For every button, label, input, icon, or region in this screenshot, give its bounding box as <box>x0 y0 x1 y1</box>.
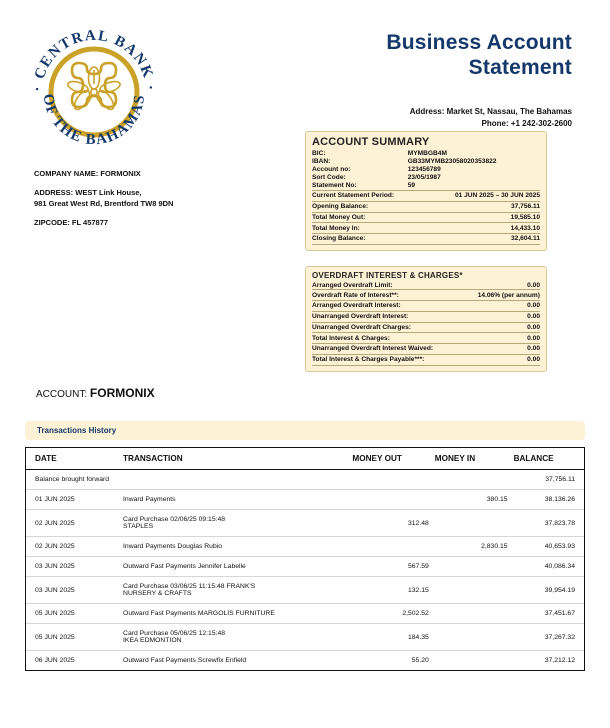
row-balance: 37,212.12 <box>544 657 575 664</box>
row-date: 06 JUN 2025 <box>35 657 75 664</box>
column-header-date: DATE <box>26 448 114 470</box>
row-money-in: 2,830.15 <box>435 537 514 557</box>
column-header-money-in: MONEY IN <box>435 448 514 470</box>
brought-forward-in <box>435 470 514 490</box>
transactions-history-header <box>25 421 585 440</box>
overdraft-value: 0.00 <box>453 344 540 355</box>
row-description-line1: Outward Fast Payments Screwfix Enfield <box>123 657 247 664</box>
row-money-out: 132.15 <box>352 577 434 604</box>
spacer <box>34 209 284 217</box>
row-money-out <box>352 490 434 510</box>
row-date: 05 JUN 2025 <box>26 624 114 651</box>
row-balance: 37,823.78 <box>514 510 584 537</box>
account-label: ACCOUNT: <box>36 389 88 400</box>
row-money-out: 55.20 <box>411 657 429 664</box>
row-description <box>114 604 352 624</box>
row-description <box>114 490 352 510</box>
overdraft-row-interest-waived <box>312 344 540 355</box>
svg-text:OF THE BAHAMAS <box>40 93 149 148</box>
row-balance: 40,653.93 <box>514 537 584 557</box>
overdraft-value: 14.06% (per annum) <box>453 290 540 301</box>
brought-forward-label: Balance brought forward <box>26 470 352 490</box>
row-balance: 39,954.19 <box>514 577 584 604</box>
summary-value: MYMBGB4M <box>407 149 447 157</box>
overdraft-value: 0.00 <box>453 354 540 365</box>
overdraft-row-unarranged-charges <box>312 322 540 333</box>
row-balance: 37,267.32 <box>514 624 584 651</box>
account-summary-table <box>312 149 540 245</box>
brought-forward-balance: 37,756.11 <box>514 470 584 490</box>
row-date: 03 JUN 2025 <box>26 557 114 577</box>
row-description-line1: Outward Fast Payments Jennifer Labelle <box>123 563 246 570</box>
row-money-out: 2,502.52 <box>352 604 434 624</box>
row-balance: 38,136.26 <box>514 490 584 510</box>
summary-row-closing-balance <box>312 234 540 245</box>
bank-seal-icon <box>22 20 162 150</box>
row-description-line1: Outward Fast Payments MARGOLIS FURNITURE <box>123 610 275 617</box>
bank-address: Address: Market St, Nassau, The Bahamas <box>409 107 572 116</box>
summary-value: 14,433.10 <box>408 223 540 234</box>
row-description <box>114 537 352 557</box>
summary-row-statement-no <box>312 182 540 191</box>
table-row <box>26 537 584 557</box>
row-money-in <box>435 651 514 671</box>
table-row <box>26 577 584 604</box>
overdraft-label: Arranged Overdraft Limit: <box>312 281 393 289</box>
account-value: FORMONIX <box>89 386 155 400</box>
overdraft-label: Unarranged Overdraft Interest Waived: <box>312 344 453 355</box>
row-description-line2: IKEA EDMONTION <box>123 637 182 644</box>
column-header-transaction: TRANSACTION <box>114 448 352 470</box>
summary-label: Opening Balance: <box>312 201 408 212</box>
summary-row-sort-code <box>312 174 540 182</box>
summary-row-total-money-in <box>312 223 540 234</box>
account-summary-heading: ACCOUNT SUMMARY <box>312 136 430 148</box>
company-address-line1: ADDRESS: WEST Link House, <box>34 188 142 197</box>
summary-label: IBAN: <box>312 157 331 165</box>
summary-row-period <box>312 190 540 201</box>
row-date: 02 JUN 2025 <box>26 537 114 557</box>
row-description-line2: NURSERY & CRAFTS <box>123 590 192 597</box>
logo-bottom-text: OF THE BAHAMAS <box>39 92 149 149</box>
summary-row-account-no <box>312 165 540 173</box>
row-money-in <box>435 624 514 651</box>
row-date: 03 JUN 2025 <box>26 577 114 604</box>
overdraft-value: 0.00 <box>453 300 540 311</box>
company-zipcode: ZIPCODE: FL 457877 <box>34 218 109 227</box>
company-name: COMPANY NAME: FORMONIX <box>34 169 141 178</box>
row-description <box>114 557 352 577</box>
account-name-line <box>36 386 155 400</box>
row-description-line1: Inward Payments <box>123 496 176 503</box>
transactions-table-body <box>26 470 584 671</box>
summary-label: Sort Code: <box>312 174 346 182</box>
summary-label: Total Money In: <box>312 223 408 234</box>
table-row <box>26 557 584 577</box>
row-date: 01 JUN 2025 <box>26 490 114 510</box>
summary-value: 123456789 <box>407 165 441 173</box>
summary-row-iban <box>312 157 540 165</box>
overdraft-charges-box <box>305 266 547 372</box>
summary-row-total-money-out <box>312 212 540 223</box>
overdraft-label: Arranged Overdraft Interest: <box>312 300 453 311</box>
row-description <box>114 651 352 671</box>
overdraft-label: Unarranged Overdraft Interest: <box>312 311 453 322</box>
account-summary-box <box>305 131 547 251</box>
transactions-table <box>26 448 584 670</box>
page-title-line2: Statement <box>468 56 572 79</box>
row-description-line1: Inward Payments Douglas Rubio <box>123 543 223 550</box>
row-description-line1: Card Purchase 05/06/25 12:15:48 <box>123 630 226 637</box>
table-row <box>26 490 584 510</box>
row-balance: 37,451.67 <box>514 604 584 624</box>
logo-top-text: · CENTRAL BANK · <box>29 27 159 93</box>
table-row <box>26 624 584 651</box>
column-header-money-out: MONEY OUT <box>352 448 434 470</box>
summary-label: Total Money Out: <box>312 212 408 223</box>
table-row <box>26 510 584 537</box>
summary-row-bic <box>312 149 540 157</box>
row-money-in: 380.15 <box>435 490 514 510</box>
row-money-out: 312.48 <box>352 510 434 537</box>
summary-row-opening-balance <box>312 201 540 212</box>
summary-value: GB33MYMB23058020353822 <box>407 157 497 165</box>
row-balance: 40,086.34 <box>514 557 584 577</box>
overdraft-row-rate <box>312 290 540 301</box>
summary-value: 59 <box>407 182 416 190</box>
bank-phone: Phone: +1 242-302-2600 <box>481 118 572 128</box>
page-title <box>242 30 572 80</box>
column-header-balance: BALANCE <box>514 448 584 470</box>
table-row-brought-forward <box>26 470 584 490</box>
transactions-history-title: Transactions History <box>37 426 117 435</box>
overdraft-value: 0.00 <box>453 322 540 333</box>
summary-value: 23/05/1987 <box>407 174 441 182</box>
row-description <box>114 624 352 651</box>
table-header-row <box>26 448 584 470</box>
row-money-out: 567.59 <box>352 557 434 577</box>
overdraft-value: 0.00 <box>453 333 540 344</box>
central-bank-of-the-bahamas-logo <box>22 20 162 150</box>
transactions-table-wrapper <box>25 447 585 671</box>
overdraft-row-limit <box>312 281 540 290</box>
row-description-line1: Card Purchase 02/06/25 09:15:48 <box>123 516 226 523</box>
row-description-line1: Card Purchase 03/06/25 11:15:48 FRANK'S <box>123 583 256 590</box>
summary-value: 19,585.10 <box>408 212 540 223</box>
overdraft-row-total-interest-charges <box>312 333 540 344</box>
overdraft-row-unarranged-interest <box>312 311 540 322</box>
page-title-line1: Business Account <box>386 31 572 54</box>
row-money-out: 184.35 <box>352 624 434 651</box>
overdraft-value: 0.00 <box>527 281 540 289</box>
summary-label: Statement No: <box>312 182 357 190</box>
overdraft-label: Total Interest & Charges: <box>312 333 453 344</box>
row-money-in <box>435 604 514 624</box>
summary-value: 32,604.11 <box>408 234 540 245</box>
overdraft-value: 0.00 <box>453 311 540 322</box>
transactions-table-head <box>26 448 584 470</box>
row-date: 02 JUN 2025 <box>26 510 114 537</box>
company-address-line2: 981 Great West Rd, Brentford TW8 9DN <box>34 199 174 208</box>
overdraft-label: Unarranged Overdraft Charges: <box>312 322 453 333</box>
summary-value: 37,756.11 <box>408 201 540 212</box>
overdraft-table <box>312 281 540 366</box>
summary-label: Account no: <box>312 165 351 173</box>
company-details <box>34 168 284 228</box>
row-description <box>114 510 352 537</box>
overdraft-row-total-payable <box>312 354 540 365</box>
row-money-in <box>435 577 514 604</box>
brought-forward-out <box>352 470 434 490</box>
summary-label: Current Statement Period: <box>312 190 408 201</box>
overdraft-label: Overdraft Rate of Interest**: <box>312 290 453 301</box>
summary-label: Closing Balance: <box>312 234 408 245</box>
row-money-in <box>435 557 514 577</box>
row-money-in <box>435 510 514 537</box>
row-date: 05 JUN 2025 <box>26 604 114 624</box>
table-row <box>26 651 584 671</box>
spacer <box>34 179 284 187</box>
overdraft-row-arranged-interest <box>312 300 540 311</box>
overdraft-label: Total Interest & Charges Payable***: <box>312 354 453 365</box>
row-description <box>114 577 352 604</box>
overdraft-heading: OVERDRAFT INTEREST & CHARGES* <box>312 271 463 280</box>
row-money-out <box>352 537 434 557</box>
summary-label: BIC: <box>312 149 326 157</box>
summary-value: 01 JUN 2025 – 30 JUN 2025 <box>408 190 540 201</box>
row-description-line2: STAPLES <box>123 523 154 530</box>
bank-contact-block <box>242 106 572 129</box>
table-row <box>26 604 584 624</box>
